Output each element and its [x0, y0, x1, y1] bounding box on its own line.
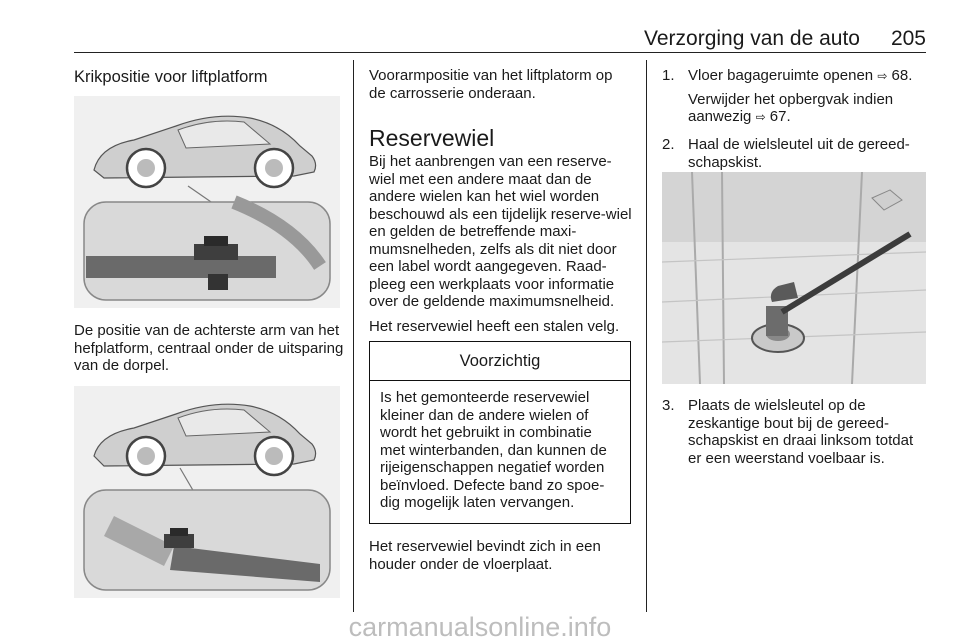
- spare-wheel-paragraph: Bij het aanbrengen van een reserve-wiel met een andere maat dan de andere wielen kan het wiel worden beschouwd als een tijdelijk reserve-wiel en gelden de betreffende maxi-mumsnelheden, zelfs als dit niet door een label wordt aangegeven. Raad-pleeg een werkplaats voor informatie over de geldende maximumsnelheid.: [369, 153, 632, 310]
- page-reference[interactable]: 67.: [769, 108, 791, 125]
- section-heading-spare-wheel: Reservewiel: [369, 125, 495, 151]
- step-number: 2.: [662, 136, 675, 153]
- page-reference-icon: ⇨: [877, 69, 888, 83]
- column-divider-left: [353, 60, 354, 612]
- figure-rear-lift-arm: [74, 96, 340, 308]
- caption-rear-lift-arm: De positie van de achterste arm van het hefplatform, centraal onder de uitsparing van de dorpel.: [74, 322, 344, 374]
- step-number: 1.: [662, 67, 675, 84]
- column-divider-right: [646, 60, 647, 612]
- watermark: carmanualsonline.info: [348, 612, 612, 642]
- caution-box: [369, 341, 631, 524]
- spare-wheel-location-paragraph: Het reservewiel bevindt zich in een houder onder de vloerplaat.: [369, 538, 601, 573]
- page-reference-icon: ⇨: [755, 110, 766, 124]
- page-reference[interactable]: 68.: [891, 67, 913, 84]
- caution-body: Is het gemonteerde reservewiel kleiner dan de andere wielen of wordt het gebruikt in combinatie met winterbanden, dan kunnen de rijeigenschappen negatief worden beïnvloed. Defecte band zo spoe-dig mogelijk laten vervangen.: [380, 389, 607, 511]
- step-sub-text: Verwijder het opbergvak indien aanwezig: [688, 90, 894, 125]
- intro-paragraph: Voorarmpositie van het liftplatorm op de carrosserie onderaan.: [369, 67, 613, 102]
- step-3: [662, 397, 926, 467]
- caution-title: Voorzichtig: [370, 342, 630, 381]
- step-text: Haal de wielsleutel uit de gereed-schapskist.: [688, 136, 910, 171]
- figure-wheel-wrench: [662, 172, 926, 384]
- page-number: 205: [890, 27, 926, 50]
- step-2: [662, 136, 926, 171]
- step-text: Vloer bagageruimte openen: [688, 67, 874, 84]
- step-text: Plaats de wielsleutel op de zeskantige bout bij de gereed-schapskist en draai linksom totdat er een weerstand voelbaar is.: [688, 397, 914, 467]
- step-1: [662, 67, 926, 127]
- section-heading-lift: Krikpositie voor liftplatform: [74, 68, 268, 86]
- header-rule: [74, 52, 926, 53]
- steel-rim-paragraph: Het reservewiel heeft een stalen velg.: [369, 318, 620, 335]
- figure-front-lift-arm: [74, 386, 340, 598]
- step-number: 3.: [662, 397, 675, 414]
- header-title: Verzorging van de auto: [644, 27, 860, 50]
